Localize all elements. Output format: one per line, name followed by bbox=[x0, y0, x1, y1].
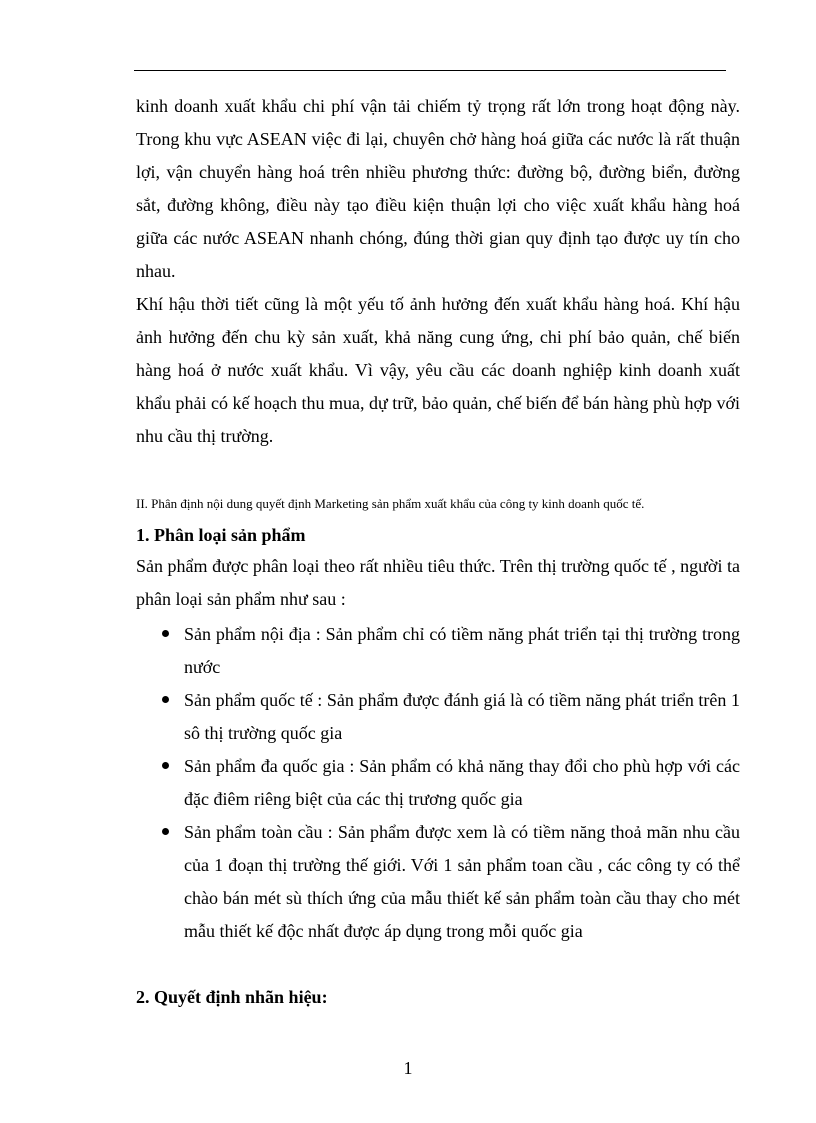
list-item-text: Sản phẩm đa quốc gia : Sản phẩm có khả năng thay đổi cho phù hợp với các đặc điêm riêng biệt của các thị trương quốc gia bbox=[184, 756, 740, 809]
list-item bbox=[136, 750, 740, 816]
list-item-text: Sản phẩm toàn cầu : Sản phẩm được xem là có tiềm năng thoả mãn nhu cầu của 1 đoạn thị trường thế giới. Với 1 sản phẩm toan cầu , các công ty có thể chào bán mét sù thích ứng của mẫu thiết kế sản phẩm toàn cầu thay cho mét mẫu thiết kế độc nhất được áp dụng trong mỗi quốc gia bbox=[184, 822, 740, 941]
page-content bbox=[136, 90, 740, 1012]
header-rule bbox=[134, 70, 726, 71]
bullet-icon bbox=[162, 828, 169, 835]
bullet-icon bbox=[162, 630, 169, 637]
list-item bbox=[136, 816, 740, 948]
product-type-list bbox=[136, 618, 740, 948]
intro-paragraph: Sản phẩm được phân loại theo rất nhiều tiêu thức. Trên thị trường quốc tế , người ta phân loại sản phẩm như sau : bbox=[136, 556, 740, 609]
heading-brand-decision: 2. Quyết định nhãn hiệu: bbox=[136, 987, 328, 1007]
bullet-icon bbox=[162, 696, 169, 703]
paragraph-climate: Khí hậu thời tiết cũng là một yếu tố ảnh hưởng đến xuất khẩu hàng hoá. Khí hậu ảnh hưởng đến chu kỳ sản xuất, khả năng cung ứng, chi phí bảo quản, chế biến hàng hoá ở nước xuất khẩu. Vì vậy, yêu cầu các doanh nghiệp kinh doanh xuất khẩu phải có kế hoạch thu mua, dự trữ, bảo quản, chế biến để bán hàng phù hợp với nhu cầu thị trường. bbox=[136, 294, 740, 446]
list-item-text: Sản phẩm nội địa : Sản phẩm chỉ có tiềm năng phát triển tại thị trường trong nước bbox=[184, 624, 740, 677]
list-item-text: Sản phẩm quốc tế : Sản phẩm được đánh giá là có tiềm năng phát triển trên 1 sô thị trường quốc gia bbox=[184, 690, 740, 743]
heading-product-classification: 1. Phân loại sản phẩm bbox=[136, 525, 306, 545]
page-number: 1 bbox=[403, 1058, 413, 1078]
list-item bbox=[136, 618, 740, 684]
paragraph-transport: kinh doanh xuất khẩu chi phí vận tải chiếm tỷ trọng rất lớn trong hoạt động này. Trong khu vực ASEAN việc đi lại, chuyên chở hàng hoá giữa các nước là rất thuận lợi, vận chuyển hàng hoá trên nhiều phương thức: đường bộ, đường biển, đường sắt, đường không, điều này tạo điều kiện thuận lợi cho việc xuất khẩu hàng hoá giữa các nước ASEAN nhanh chóng, đúng thời gian quy định tạo được uy tín cho nhau. bbox=[136, 96, 740, 281]
list-item bbox=[136, 684, 740, 750]
section-title: II. Phân định nội dung quyết định Marketing sản phẩm xuất khẩu của công ty kinh doanh quốc tế. bbox=[136, 496, 645, 511]
bullet-icon bbox=[162, 762, 169, 769]
